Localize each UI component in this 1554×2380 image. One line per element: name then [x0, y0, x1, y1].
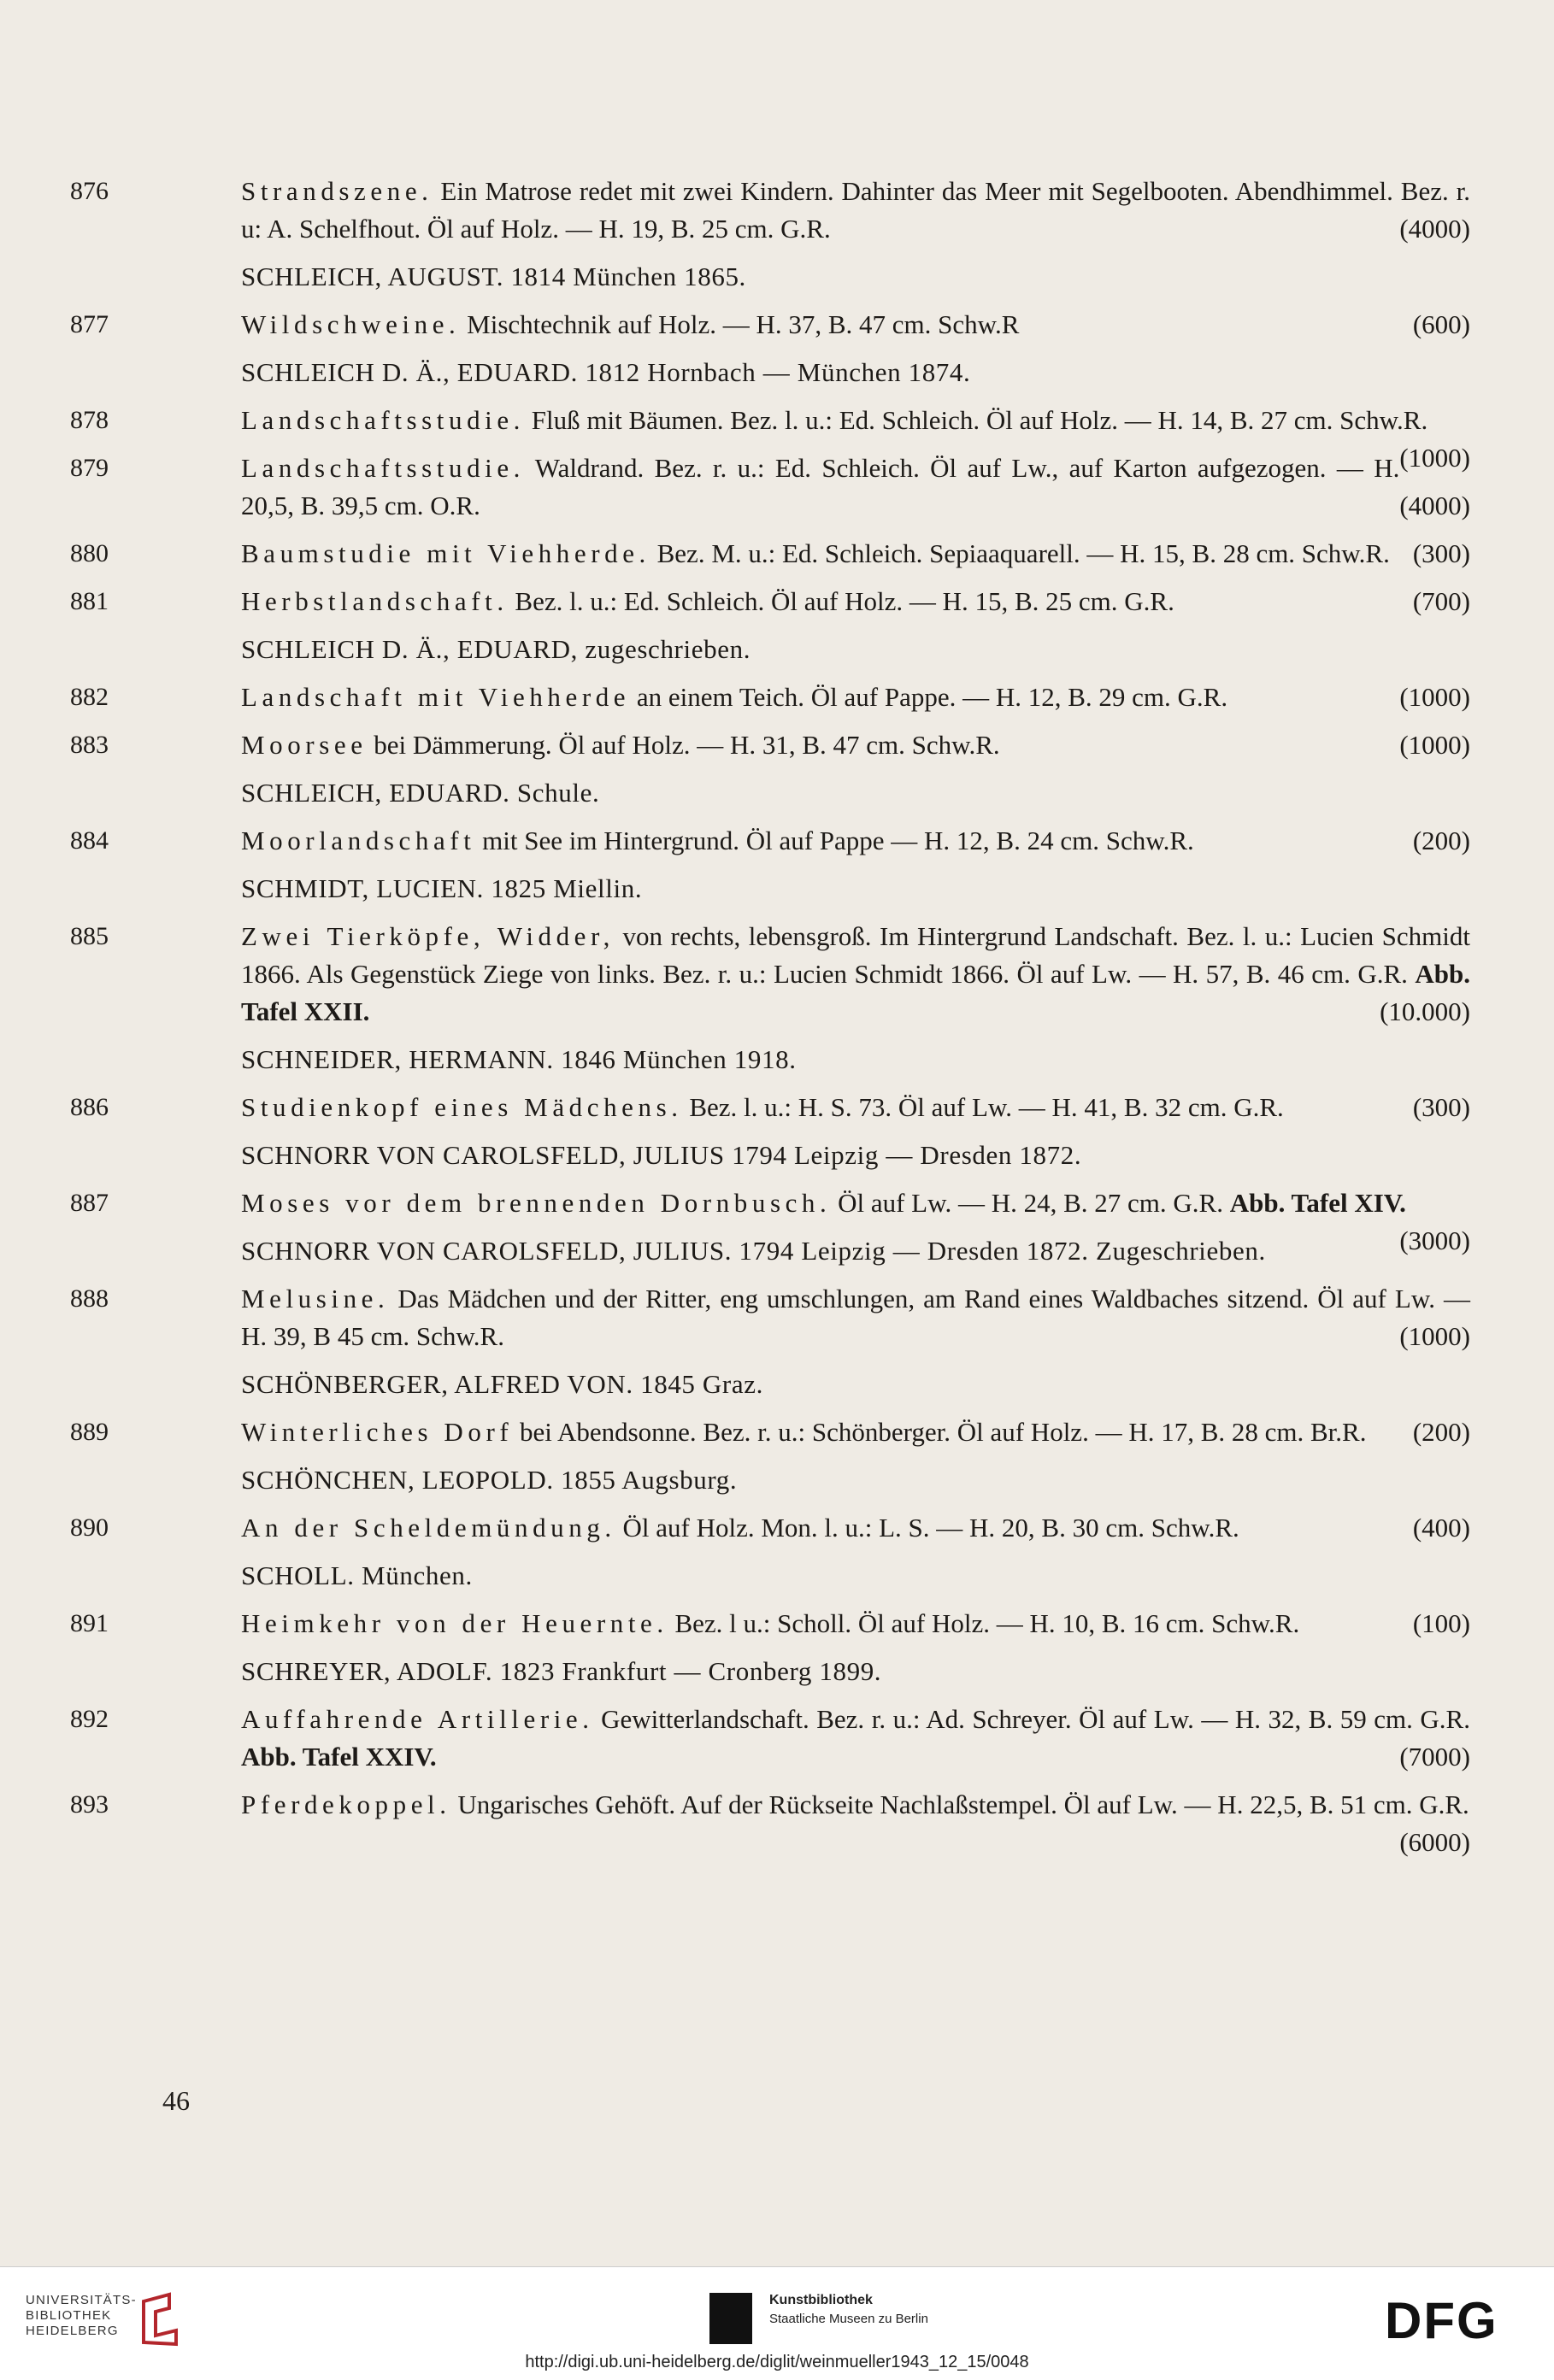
lot-entry: [70, 1280, 1470, 1355]
lot-number: 885: [70, 922, 109, 950]
lot-entry: [70, 1089, 1470, 1126]
lot-estimate: (100): [1412, 1608, 1470, 1638]
lot-description: [241, 306, 1470, 344]
kunstbibliothek-logo-icon[interactable]: [709, 2293, 752, 2344]
lot-estimate: (4000): [1399, 214, 1470, 244]
lot-entry: [70, 1509, 1470, 1547]
lot-description: [241, 402, 1470, 473]
university-logo-icon[interactable]: [135, 2291, 185, 2351]
lot-description: [241, 918, 1470, 1031]
lot-title: Landschaftsstudie.: [241, 453, 526, 483]
artist-heading: SCHLEICH, EDUARD. Schule.: [241, 778, 600, 808]
lot-number: 880: [70, 539, 109, 567]
lot-details: Bez. l. u.: Ed. Schleich. Öl auf Holz. — H. 15, B. 25 cm. G.R.: [508, 586, 1174, 616]
lot-estimate: (6000): [1399, 1827, 1470, 1857]
kb-title: Kunstbibliothek: [769, 2293, 873, 2307]
artist-heading: SCHNORR VON CAROLSFELD, JULIUS. 1794 Leipzig — Dresden 1872. Zugeschrieben.: [241, 1236, 1266, 1266]
lot-entry: [70, 1786, 1470, 1857]
lot-entry: [70, 1605, 1470, 1642]
lot-estimate: (3000): [1399, 1225, 1470, 1255]
lot-title: Winterliches Dorf: [241, 1417, 514, 1447]
source-url[interactable]: http://digi.ub.uni-heidelberg.de/diglit/weinmueller1943_12_15/0048: [525, 2353, 1029, 2371]
kunstbibliothek-label[interactable]: [769, 2291, 928, 2329]
lot-title: Studienkopf eines Mädchens.: [241, 1092, 683, 1122]
lot-estimate: (300): [1412, 538, 1470, 568]
lot-title: Moorlandschaft: [241, 826, 476, 855]
lot-description: [241, 583, 1470, 620]
lot-description: [241, 173, 1470, 248]
lot-details: Gewitterlandschaft. Bez. r. u.: Ad. Schreyer. Öl auf Lw. — H. 32, B. 59 cm. G.R.: [593, 1704, 1470, 1734]
lot-number: 879: [70, 454, 109, 482]
page-number: 46: [162, 2085, 190, 2116]
lot-details: Bez. M. u.: Ed. Schleich. Sepiaaquarell. — H. 15, B. 28 cm. Schw.R.: [650, 538, 1390, 568]
lot-details: Das Mädchen und der Ritter, eng umschlungen, am Rand eines Waldbaches sitzend. Öl auf Lw. — H. 39, B 45 cm. Schw.R.: [241, 1284, 1470, 1351]
lot-description: [241, 1413, 1470, 1451]
artist-heading: SCHLEICH D. Ä., EDUARD. 1812 Hornbach — München 1874.: [241, 357, 971, 387]
lot-entry: [70, 306, 1470, 344]
lot-entry: [70, 679, 1470, 716]
lot-title: Strandszene.: [241, 176, 433, 206]
lot-number: 877: [70, 310, 109, 338]
lot-details: von rechts, lebensgroß. Im Hintergrund Landschaft. Bez. l. u.: Lucien Schmidt 1866. Als Gegenstück Ziege von links. Bez. r. u.: Lucien Schmidt 1866. Öl auf Lw. — H. 57, B. 46 cm. G.R.: [241, 921, 1470, 989]
uni-line-3: HEIDELBERG: [26, 2324, 119, 2338]
lot-number: 889: [70, 1418, 109, 1446]
lot-title: Melusine.: [241, 1284, 390, 1313]
lot-entry: [70, 918, 1470, 1031]
lot-entry: [70, 726, 1470, 764]
artist-heading: SCHREYER, ADOLF. 1823 Frankfurt — Cronberg 1899.: [241, 1656, 882, 1686]
lot-number: 886: [70, 1093, 109, 1121]
lot-details: Waldrand. Bez. r. u.: Ed. Schleich. Öl auf Lw., auf Karton aufgezogen. — H. 20,5, B. 39,5 cm. O.R.: [241, 453, 1400, 520]
university-library-label[interactable]: [26, 2293, 137, 2339]
lot-number: 881: [70, 587, 109, 615]
lot-title: Wildschweine.: [241, 309, 461, 339]
lot-number: 891: [70, 1609, 109, 1637]
lot-estimate: (200): [1412, 1417, 1470, 1447]
lot-description: [241, 1280, 1470, 1355]
lot-title: Auffahrende Artillerie.: [241, 1704, 594, 1734]
artist-heading: SCHÖNBERGER, ALFRED VON. 1845 Graz.: [241, 1369, 764, 1399]
dfg-logo[interactable]: DFG: [1385, 2292, 1498, 2349]
uni-line-2: BIBLIOTHEK: [26, 2308, 112, 2323]
lot-estimate: (700): [1412, 586, 1470, 616]
lot-number: 893: [70, 1790, 109, 1819]
lot-title: Landschaft mit Viehherde: [241, 682, 631, 712]
lot-plate-reference: Abb. Tafel XIV.: [1229, 1188, 1406, 1218]
artist-heading: SCHOLL. München.: [241, 1560, 473, 1590]
lot-estimate: (1000): [1399, 1321, 1470, 1351]
lot-details: Öl auf Lw. — H. 24, B. 27 cm. G.R.: [831, 1188, 1230, 1218]
lot-description: [241, 1605, 1470, 1642]
lot-estimate: (200): [1412, 826, 1470, 855]
lot-description: [241, 822, 1470, 860]
lot-title: Herbstlandschaft.: [241, 586, 509, 616]
lot-number: 887: [70, 1189, 109, 1217]
lot-details: Mischtechnik auf Holz. — H. 37, B. 47 cm. Schw.R: [460, 309, 1020, 339]
lot-title: Landschaftsstudie.: [241, 405, 526, 435]
lot-details: bei Abendsonne. Bez. r. u.: Schönberger. Öl auf Holz. — H. 17, B. 28 cm. Br.R.: [513, 1417, 1367, 1447]
lot-description: [241, 1786, 1470, 1857]
lot-number: 878: [70, 406, 109, 434]
lot-estimate: (600): [1412, 309, 1470, 339]
lot-details: Bez. l u.: Scholl. Öl auf Holz. — H. 10, B. 16 cm. Schw.R.: [668, 1608, 1300, 1638]
artist-heading: SCHLEICH, AUGUST. 1814 München 1865.: [241, 262, 746, 291]
lot-details: Ein Matrose redet mit zwei Kindern. Dahinter das Meer mit Segelbooten. Abendhimmel. Bez. r. u: A. Schelfhout. Öl auf Holz. — H. 19, B. 25 cm. G.R.: [241, 176, 1470, 244]
lot-details: mit See im Hintergrund. Öl auf Pappe — H. 12, B. 24 cm. Schw.R.: [475, 826, 1194, 855]
lot-details: Fluß mit Bäumen. Bez. l. u.: Ed. Schleich. Öl auf Holz. — H. 14, B. 27 cm. Schw.R.: [525, 405, 1428, 435]
lot-estimate: (400): [1412, 1513, 1470, 1543]
lot-details: Öl auf Holz. Mon. l. u.: L. S. — H. 20, B. 30 cm. Schw.R.: [615, 1513, 1239, 1543]
lot-title: Zwei Tierköpfe, Widder,: [241, 921, 615, 951]
lot-entry: [70, 1701, 1470, 1776]
lot-description: [241, 1509, 1470, 1547]
lot-description: [241, 1089, 1470, 1126]
lot-description: [241, 679, 1470, 716]
lot-number: 884: [70, 826, 109, 855]
footer-bar: [0, 2266, 1554, 2380]
lot-description: [241, 450, 1470, 525]
lot-details: Ungarisches Gehöft. Auf der Rückseite Nachlaßstempel. Öl auf Lw. — H. 22,5, B. 51 cm. G.R.: [450, 1789, 1469, 1819]
lot-number: 882: [70, 683, 109, 711]
lot-entry: [70, 173, 1470, 248]
lot-estimate: (1000): [1399, 682, 1470, 712]
lot-title: Heimkehr von der Heuernte.: [241, 1608, 668, 1638]
uni-line-1: UNIVERSITÄTS-: [26, 2293, 137, 2307]
lot-number: 890: [70, 1513, 109, 1542]
lot-title: Moses vor dem brennenden Dornbusch.: [241, 1188, 832, 1218]
lot-estimate: (10.000): [1380, 996, 1470, 1026]
artist-heading: SCHÖNCHEN, LEOPOLD. 1855 Augsburg.: [241, 1465, 738, 1495]
lot-estimate: (300): [1412, 1092, 1470, 1122]
lot-entry: [70, 1413, 1470, 1451]
artist-heading: SCHLEICH D. Ä., EDUARD, zugeschrieben.: [241, 634, 751, 664]
lot-details: Bez. l. u.: H. S. 73. Öl auf Lw. — H. 41, B. 32 cm. G.R.: [682, 1092, 1284, 1122]
catalog-entries: [70, 162, 1470, 1861]
lot-entry: [70, 583, 1470, 620]
lot-description: [241, 1701, 1470, 1776]
lot-number: 876: [70, 177, 109, 205]
lot-description: [241, 726, 1470, 764]
lot-details: an einem Teich. Öl auf Pappe. — H. 12, B. 29 cm. G.R.: [630, 682, 1228, 712]
lot-details: bei Dämmerung. Öl auf Holz. — H. 31, B. 47 cm. Schw.R.: [367, 730, 1000, 760]
lot-entry: [70, 535, 1470, 573]
lot-estimate: (1000): [1399, 443, 1470, 473]
lot-estimate: (4000): [1399, 491, 1470, 520]
artist-heading: SCHNEIDER, HERMANN. 1846 München 1918.: [241, 1044, 797, 1074]
artist-heading: SCHNORR VON CAROLSFELD, JULIUS 1794 Leipzig — Dresden 1872.: [241, 1140, 1082, 1170]
lot-entry: [70, 450, 1470, 525]
lot-estimate: (1000): [1399, 730, 1470, 760]
kb-subtitle: Staatliche Museen zu Berlin: [769, 2312, 928, 2326]
lot-plate-reference: Abb. Tafel XXIV.: [241, 1742, 437, 1772]
artist-heading: SCHMIDT, LUCIEN. 1825 Miellin.: [241, 873, 643, 903]
lot-title: Moorsee: [241, 730, 368, 760]
lot-number: 883: [70, 731, 109, 759]
lot-entry: [70, 822, 1470, 860]
lot-title: An der Scheldemündung.: [241, 1513, 616, 1543]
lot-estimate: (7000): [1399, 1742, 1470, 1772]
lot-title: Pferdekoppel.: [241, 1789, 451, 1819]
lot-description: [241, 535, 1470, 573]
lot-number: 888: [70, 1284, 109, 1313]
lot-plate-reference: Abb. Tafel XXII.: [241, 959, 1470, 1026]
lot-number: 892: [70, 1705, 109, 1733]
lot-title: Baumstudie mit Viehherde.: [241, 538, 650, 568]
